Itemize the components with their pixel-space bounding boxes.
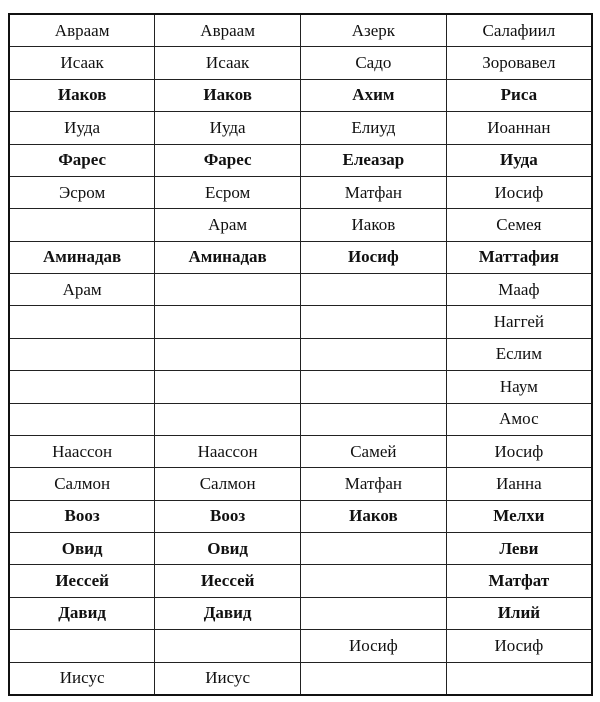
- table-row: [9, 500, 592, 532]
- table-row: [9, 533, 592, 565]
- table-cell-column-1: [9, 338, 155, 370]
- table-cell-column-1: Овид: [9, 533, 155, 565]
- table-cell-column-2: Аминадав: [155, 241, 301, 273]
- table-cell-column-3: [301, 533, 447, 565]
- table-cell-column-2: [155, 306, 301, 338]
- table-cell-column-1: Иаков: [9, 79, 155, 111]
- table-cell-column-4: Ианна: [446, 468, 592, 500]
- table-cell-column-3: [301, 306, 447, 338]
- table-cell-column-1: Салмон: [9, 468, 155, 500]
- table-cell-column-1: [9, 630, 155, 662]
- table-cell-column-1: Авраам: [9, 14, 155, 47]
- table-row: [9, 597, 592, 629]
- table-cell-column-3: Елиуд: [301, 112, 447, 144]
- table-cell-column-1: Иуда: [9, 112, 155, 144]
- table-cell-column-1: Давид: [9, 597, 155, 629]
- table-row: [9, 209, 592, 241]
- table-cell-column-4: Илий: [446, 597, 592, 629]
- table-cell-column-3: Ахим: [301, 79, 447, 111]
- genealogy-table-body: [9, 14, 592, 695]
- table-cell-column-4: Иуда: [446, 144, 592, 176]
- table-cell-column-4: Маттафия: [446, 241, 592, 273]
- table-row: [9, 338, 592, 370]
- table-cell-column-4: [446, 662, 592, 695]
- table-cell-column-3: [301, 565, 447, 597]
- table-cell-column-2: Овид: [155, 533, 301, 565]
- table-cell-column-4: Риса: [446, 79, 592, 111]
- table-cell-column-4: Семея: [446, 209, 592, 241]
- table-cell-column-3: Иосиф: [301, 241, 447, 273]
- table-cell-column-4: Еслим: [446, 338, 592, 370]
- table-cell-column-1: Аминадав: [9, 241, 155, 273]
- table-cell-column-3: Иосиф: [301, 630, 447, 662]
- table-cell-column-2: Авраам: [155, 14, 301, 47]
- table-cell-column-4: Мааф: [446, 274, 592, 306]
- genealogy-table: [8, 13, 593, 696]
- table-row: [9, 14, 592, 47]
- table-cell-column-2: Давид: [155, 597, 301, 629]
- table-row: [9, 79, 592, 111]
- table-cell-column-1: Фарес: [9, 144, 155, 176]
- table-row: [9, 371, 592, 403]
- table-cell-column-1: Арам: [9, 274, 155, 306]
- table-cell-column-1: Иессей: [9, 565, 155, 597]
- table-cell-column-1: [9, 306, 155, 338]
- table-cell-column-3: [301, 371, 447, 403]
- table-cell-column-3: [301, 274, 447, 306]
- table-cell-column-2: Фарес: [155, 144, 301, 176]
- table-cell-column-3: Матфан: [301, 176, 447, 208]
- table-row: [9, 306, 592, 338]
- table-row: [9, 468, 592, 500]
- table-cell-column-4: Амос: [446, 403, 592, 435]
- table-cell-column-2: Арам: [155, 209, 301, 241]
- table-cell-column-3: Елеазар: [301, 144, 447, 176]
- table-cell-column-4: Иосиф: [446, 435, 592, 467]
- table-cell-column-2: [155, 274, 301, 306]
- table-cell-column-3: Самей: [301, 435, 447, 467]
- table-cell-column-1: [9, 371, 155, 403]
- table-cell-column-2: Иессей: [155, 565, 301, 597]
- table-cell-column-4: Наум: [446, 371, 592, 403]
- table-cell-column-2: Вооз: [155, 500, 301, 532]
- table-cell-column-1: Наассон: [9, 435, 155, 467]
- table-cell-column-3: [301, 597, 447, 629]
- table-cell-column-1: Эсром: [9, 176, 155, 208]
- table-cell-column-3: Иаков: [301, 209, 447, 241]
- table-row: [9, 403, 592, 435]
- table-cell-column-3: [301, 403, 447, 435]
- table-row: [9, 274, 592, 306]
- table-row: [9, 176, 592, 208]
- table-row: [9, 630, 592, 662]
- table-row: [9, 565, 592, 597]
- table-cell-column-4: Леви: [446, 533, 592, 565]
- table-cell-column-4: Мелхи: [446, 500, 592, 532]
- table-cell-column-3: Матфан: [301, 468, 447, 500]
- table-row: [9, 662, 592, 695]
- table-cell-column-2: Исаак: [155, 47, 301, 79]
- table-cell-column-1: [9, 209, 155, 241]
- table-cell-column-2: Иисус: [155, 662, 301, 695]
- table-cell-column-3: Садо: [301, 47, 447, 79]
- table-cell-column-4: Салафиил: [446, 14, 592, 47]
- table-cell-column-2: Есром: [155, 176, 301, 208]
- table-cell-column-3: [301, 662, 447, 695]
- table-row: [9, 435, 592, 467]
- table-cell-column-2: [155, 403, 301, 435]
- table-row: [9, 241, 592, 273]
- table-cell-column-4: Зоровавел: [446, 47, 592, 79]
- table-cell-column-3: Азерк: [301, 14, 447, 47]
- table-cell-column-2: [155, 338, 301, 370]
- table-cell-column-3: [301, 338, 447, 370]
- table-cell-column-4: Матфат: [446, 565, 592, 597]
- table-cell-column-3: Иаков: [301, 500, 447, 532]
- table-cell-column-4: Иосиф: [446, 176, 592, 208]
- table-cell-column-1: Вооз: [9, 500, 155, 532]
- table-cell-column-2: Наассон: [155, 435, 301, 467]
- table-cell-column-2: [155, 371, 301, 403]
- table-cell-column-4: Иосиф: [446, 630, 592, 662]
- table-cell-column-1: Иисус: [9, 662, 155, 695]
- table-row: [9, 47, 592, 79]
- table-cell-column-2: Иуда: [155, 112, 301, 144]
- table-cell-column-4: Иоаннан: [446, 112, 592, 144]
- table-cell-column-2: Иаков: [155, 79, 301, 111]
- table-cell-column-1: [9, 403, 155, 435]
- table-cell-column-4: Наггей: [446, 306, 592, 338]
- table-cell-column-2: Салмон: [155, 468, 301, 500]
- table-cell-column-1: Исаак: [9, 47, 155, 79]
- table-cell-column-2: [155, 630, 301, 662]
- table-row: [9, 112, 592, 144]
- table-row: [9, 144, 592, 176]
